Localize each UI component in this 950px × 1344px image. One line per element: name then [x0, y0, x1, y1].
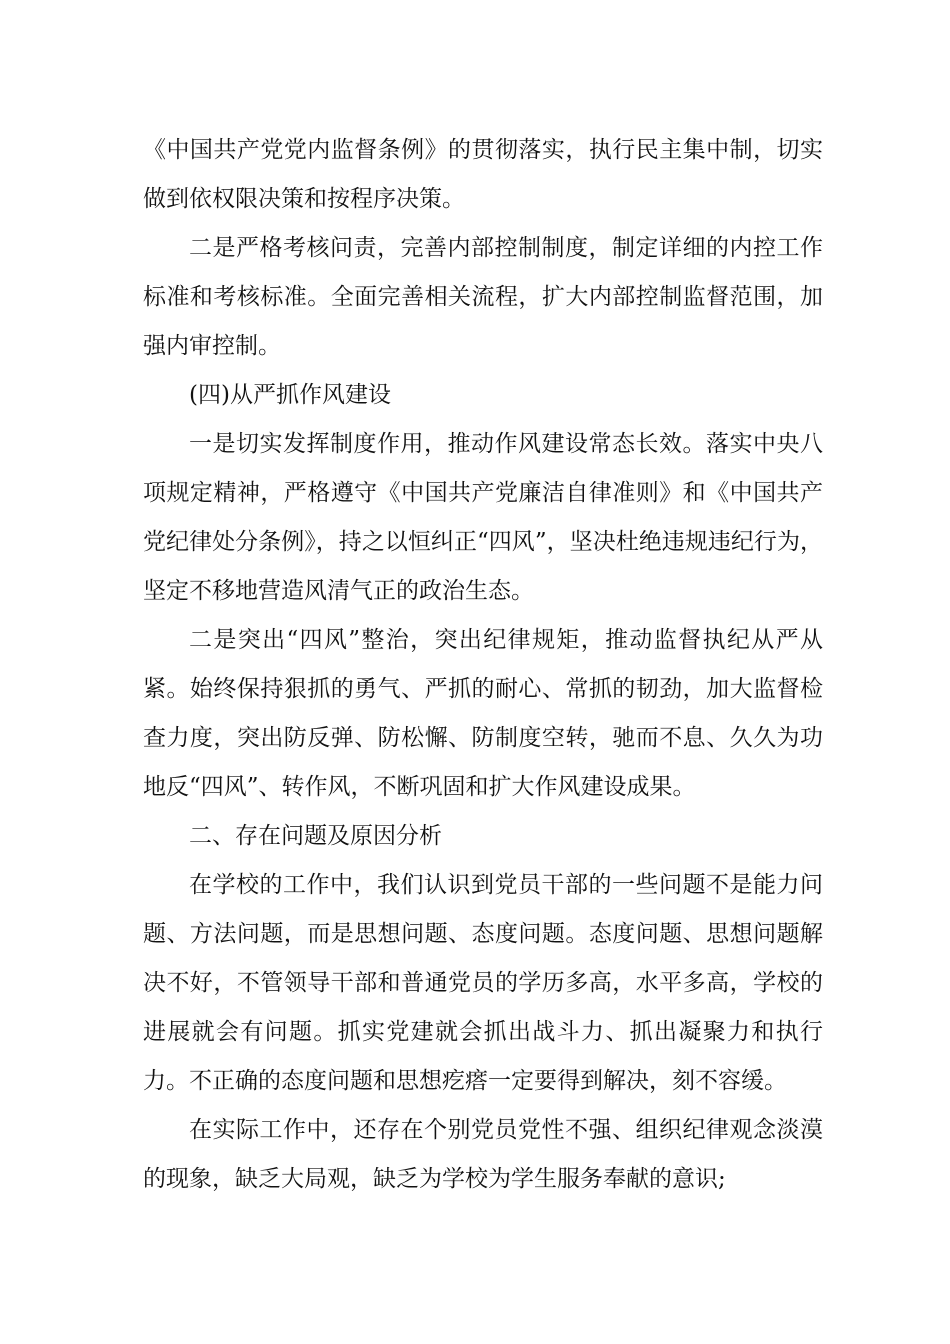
section-heading-four: (四)从严抓作风建设 — [189, 382, 391, 408]
paragraph-3: 一是切实发挥制度作用，推动作风建设常态长效。落实中央八项规定精神，严格遵守《中国共产党廉洁自律准则》和《中国共产党纪律处分条例》，持之以恒纠正“四风”，坚决杜绝违规违纪行为，坚定不移地营造风清气正的政治生态。 — [143, 431, 823, 604]
paragraph-6: 在实际工作中，还存在个别党员党性不强、组织纪律观念淡漠的现象，缺乏大局观，缺乏为学校为学生服务奉献的意识; — [143, 1117, 823, 1192]
paragraph-5: 在学校的工作中，我们认识到党员干部的一些问题不是能力问题、方法问题，而是思想问题、态度问题。态度问题、思想问题解决不好，不管领导干部和普通党员的学历多高，水平多高，学校的进展就会有问题。抓实党建就会抓出战斗力、抓出凝聚力和执行力。不正确的态度问题和思想疙瘩一定要得到解决，刻不容缓。 — [143, 872, 823, 1094]
paragraph-2: 二是严格考核问责，完善内部控制制度，制定详细的内控工作标准和考核标准。全面完善相关流程，扩大内部控制监督范围，加强内审控制。 — [143, 235, 823, 359]
paragraph-4: 二是突出“四风”整治，突出纪律规矩，推动监督执纪从严从紧。始终保持狠抓的勇气、严抓的耐心、常抓的韧劲，加大监督检查力度，突出防反弹、防松懈、防制度空转，驰而不息、久久为功地反“四风”、转作风，不断巩固和扩大作风建设成果。 — [143, 627, 823, 800]
paragraph-1: 《中国共产党党内监督条例》的贯彻落实，执行民主集中制，切实做到依权限决策和按程序决策。 — [143, 137, 823, 212]
section-heading-two: 二、存在问题及原因分析 — [189, 823, 442, 849]
document-body — [143, 126, 823, 1204]
